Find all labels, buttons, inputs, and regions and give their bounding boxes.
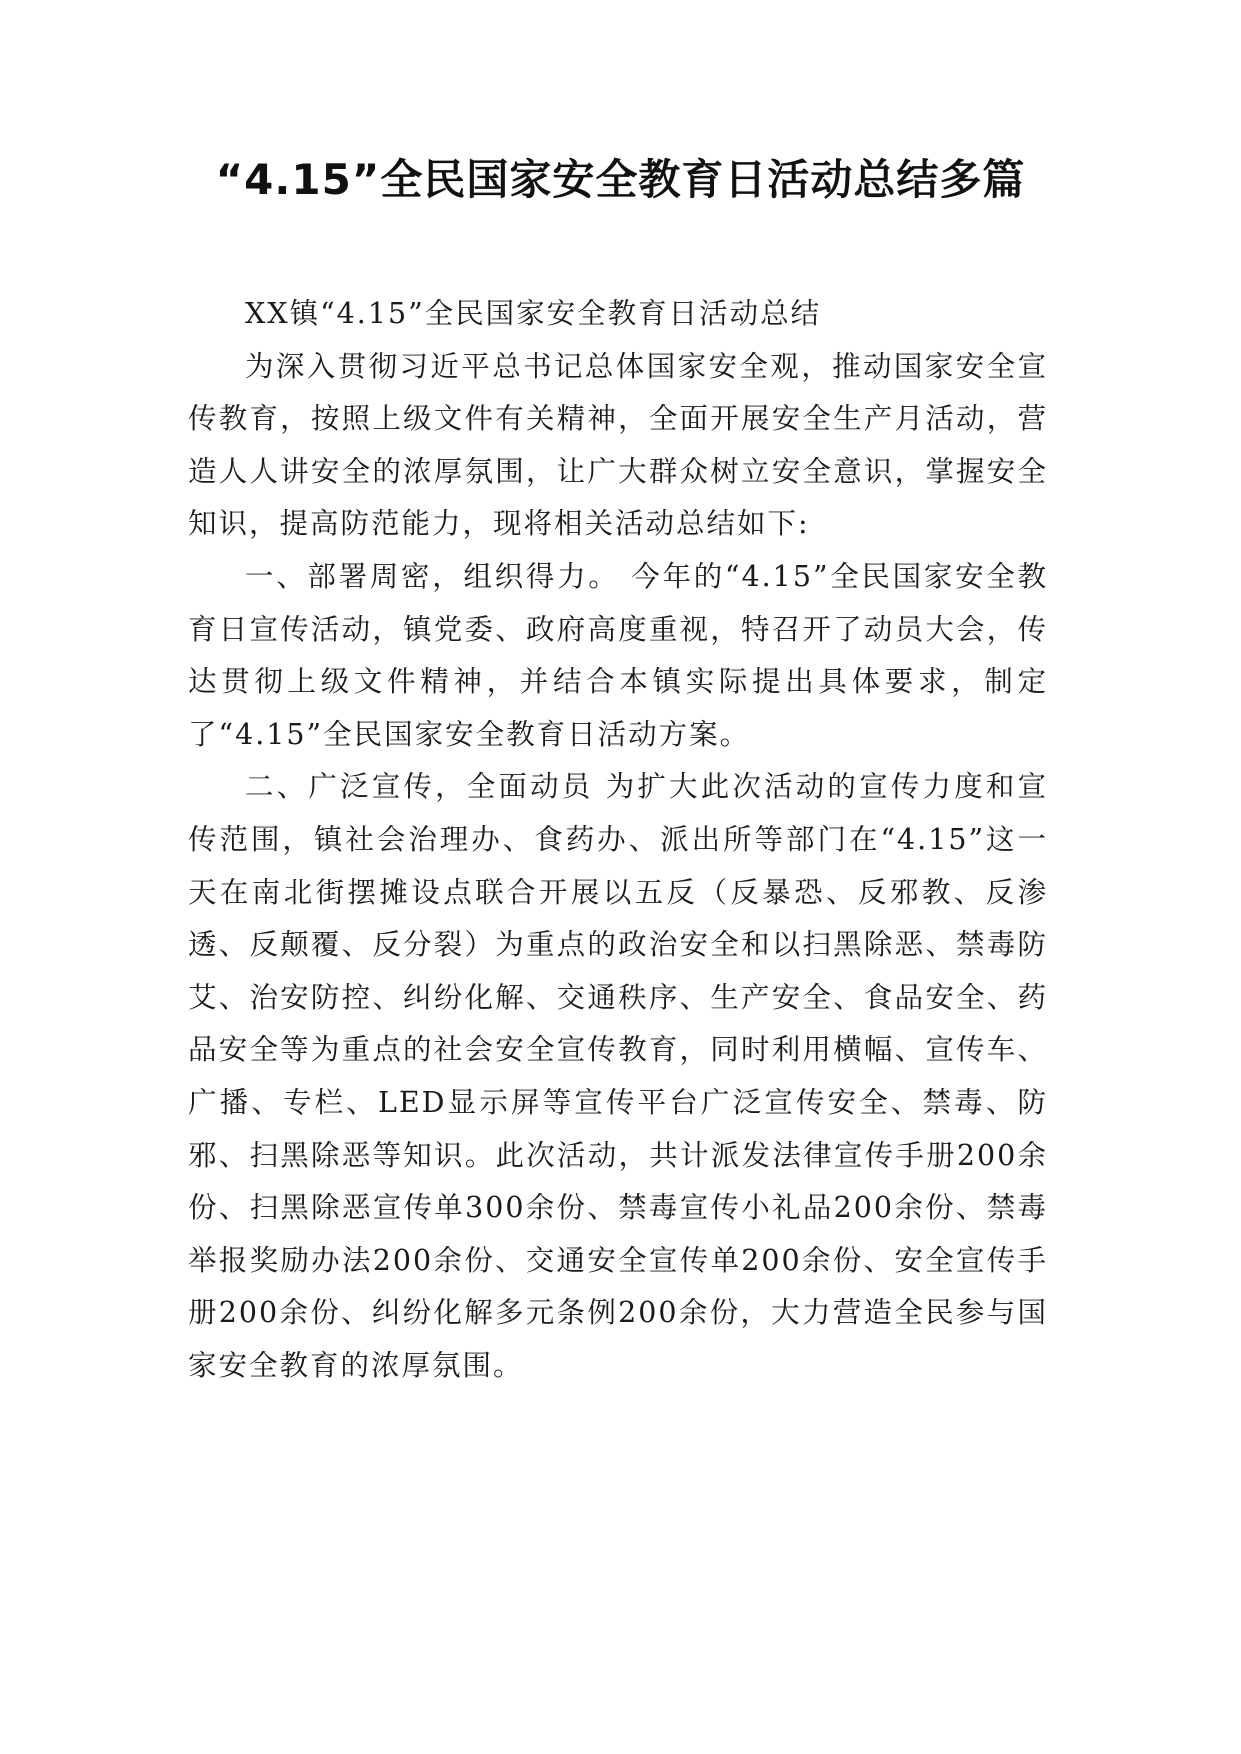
paragraph-section-1: 一、部署周密，组织得力。 今年的“4.15”全民国家安全教育日宣传活动，镇党委、政府高度重视，特召开了动员大会，传达贯彻上级文件精神，并结合本镇实际提出具体要求，制定了“4.15”全民国家安全教育日活动方案。 bbox=[188, 559, 1048, 751]
document-body bbox=[188, 288, 1048, 1392]
document-title: “4.15”全民国家安全教育日活动总结多篇 bbox=[215, 155, 1026, 204]
paragraph-subtitle: XX镇“4.15”全民国家安全教育日活动总结 bbox=[245, 297, 822, 330]
paragraph-intro: 为深入贯彻习近平总书记总体国家安全观，推动国家安全宣传教育，按照上级文件有关精神，全面开展安全生产月活动，营造人人讲安全的浓厚氛围，让广大群众树立安全意识，掌握安全知识，提高防范能力，现将相关活动总结如下: bbox=[188, 349, 1048, 541]
paragraph-section-2: 二、广泛宣传，全面动员 为扩大此次活动的宣传力度和宣传范围，镇社会治理办、食药办、派出所等部门在“4.15”这一天在南北街摆摊设点联合开展以五反（反暴恐、反邪教、反渗透、反颠覆、反分裂）为重点的政治安全和以扫黑除恶、禁毒防艾、治安防控、纠纷化解、交通秩序、生产安全、食品安全、药品安全等为重点的社会安全宣传教育，同时利用横幅、宣传车、广播、专栏、LED显示屏等宣传平台广泛宣传安全、禁毒、防邪、扫黑除恶等知识。此次活动，共计派发法律宣传手册200余份、扫黑除恶宣传单300余份、禁毒宣传小礼品200余份、禁毒举报奖励办法200余份、交通安全宣传单200余份、安全宣传手册200余份、纠纷化解多元条例200余份，大力营造全民参与国家安全教育的浓厚氛围。 bbox=[188, 770, 1048, 1382]
